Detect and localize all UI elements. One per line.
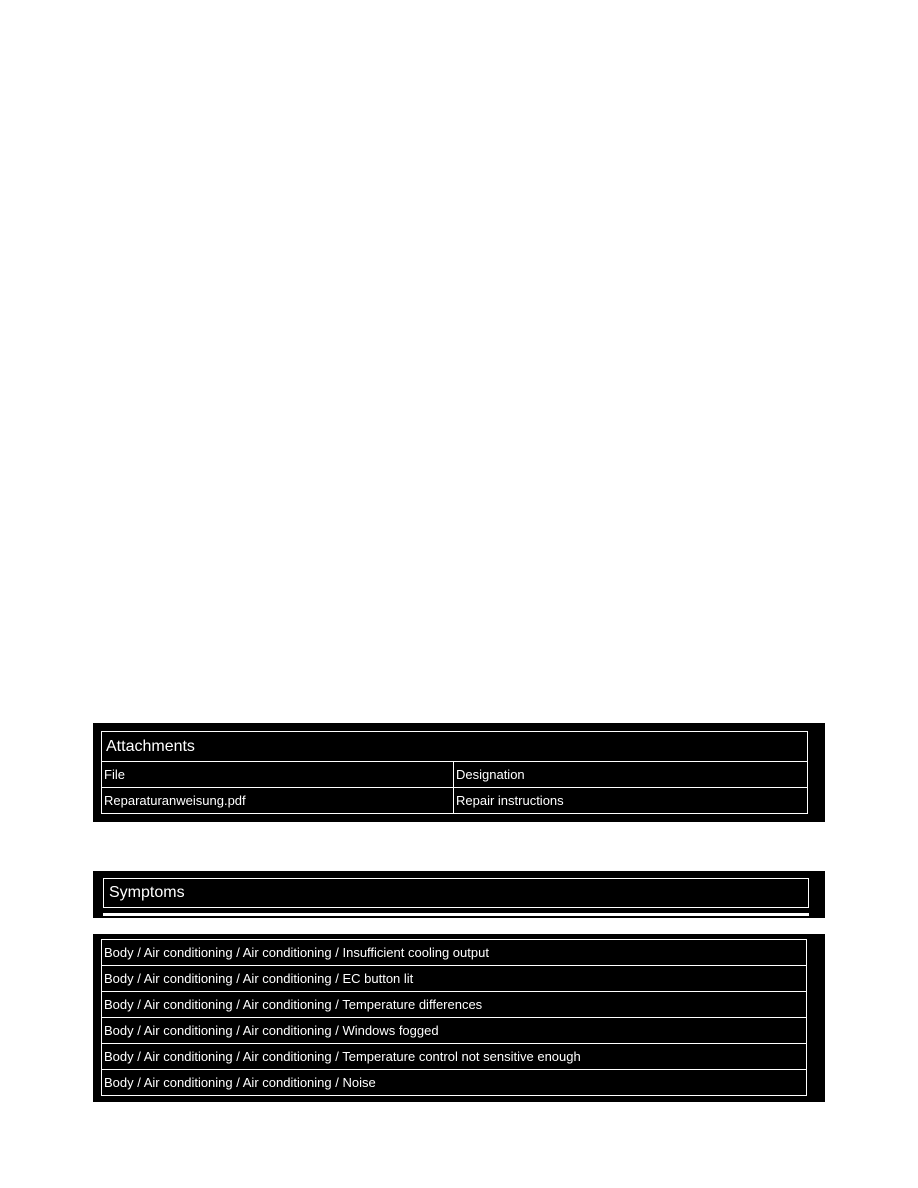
attachments-table [101,731,808,814]
table-row [102,940,807,966]
attachment-file-link[interactable]: Reparaturanweisung.pdf [102,788,454,814]
symptom-item[interactable]: Body / Air conditioning / Air conditioning / Noise [102,1070,807,1096]
column-header-file: File [102,762,454,788]
attachment-designation: Repair instructions [454,788,808,814]
symptoms-title: Symptoms [103,878,809,908]
table-row [102,992,807,1018]
symptoms-list-panel [93,934,825,1102]
symptom-item[interactable]: Body / Air conditioning / Air conditioning / Temperature differences [102,992,807,1018]
symptoms-divider [103,913,809,916]
table-row [102,788,808,814]
table-row [102,1044,807,1070]
symptom-item[interactable]: Body / Air conditioning / Air conditioning / Temperature control not sensitive enough [102,1044,807,1070]
symptoms-table [101,939,807,1096]
column-header-designation: Designation [454,762,808,788]
table-row [102,1070,807,1096]
attachments-title-row [102,732,808,762]
symptom-item[interactable]: Body / Air conditioning / Air conditioning / Windows fogged [102,1018,807,1044]
attachments-panel [93,723,825,822]
attachments-title: Attachments [102,732,808,762]
symptom-item[interactable]: Body / Air conditioning / Air conditioning / Insufficient cooling output [102,940,807,966]
table-row [102,966,807,992]
attachments-header-row [102,762,808,788]
symptoms-header-panel [93,871,825,918]
table-row [102,1018,807,1044]
symptom-item[interactable]: Body / Air conditioning / Air conditioning / EC button lit [102,966,807,992]
